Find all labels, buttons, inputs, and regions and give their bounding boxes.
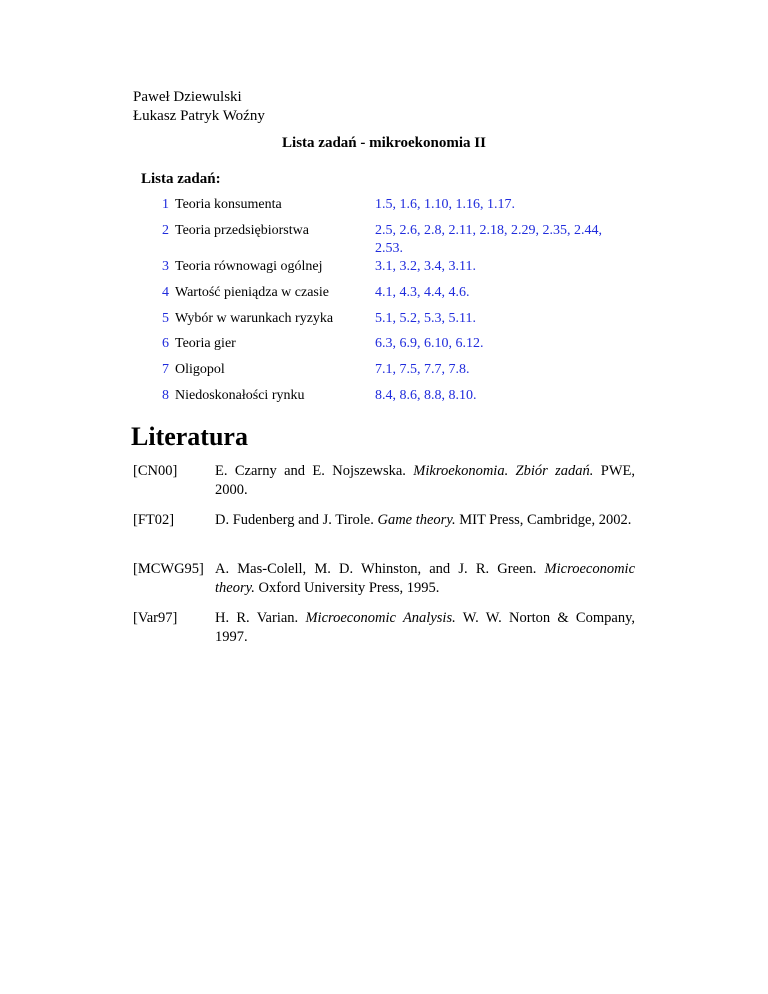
section-tasks[interactable]: 1.5, 1.6, 1.10, 1.16, 1.17. xyxy=(375,197,515,212)
reference-key: [Var97] xyxy=(133,610,178,626)
document-title: Lista zadań - mikroekonomia II xyxy=(282,135,486,151)
section-number-link[interactable]: 5 xyxy=(162,311,169,326)
reference-key: [MCWG95] xyxy=(133,561,204,577)
section-topic: Wartość pieniądza w czasie xyxy=(175,285,329,300)
section-topic: Oligopol xyxy=(175,362,225,377)
reference-authors: A. Mas-Colell, M. D. Whinston, and J. R. Green. xyxy=(215,561,537,577)
section-tasks[interactable]: 6.3, 6.9, 6.10, 6.12. xyxy=(375,336,484,351)
section-tasks[interactable]: 2.5, 2.6, 2.8, 2.11, 2.18, 2.29, 2.35, 2.44, 2.53. xyxy=(375,223,602,256)
reference-key: [FT02] xyxy=(133,512,175,528)
reference-authors: E. Czarny and E. Nojszewska. xyxy=(215,463,406,479)
section-topic: Wybór w warunkach ryzyka xyxy=(175,311,334,326)
reference-text xyxy=(215,462,635,500)
reference-title: Game theory. xyxy=(377,512,456,528)
reference-publisher: MIT Press, Cambridge, 2002. xyxy=(459,512,632,528)
section-topic: Teoria równowagi ogólnej xyxy=(175,259,323,274)
section-number-link[interactable]: 6 xyxy=(162,336,169,351)
section-topic: Teoria przedsiębiorstwa xyxy=(175,223,309,238)
section-tasks[interactable]: 3.1, 3.2, 3.4, 3.11. xyxy=(375,259,476,274)
section-number-link[interactable]: 2 xyxy=(162,223,169,238)
reference-authors: D. Fudenberg and J. Tirole. xyxy=(215,512,374,528)
section-topic: Teoria gier xyxy=(175,336,236,351)
reference-text xyxy=(215,511,635,530)
section-tasks[interactable]: 4.1, 4.3, 4.4, 4.6. xyxy=(375,285,470,300)
task-list-heading: Lista zadań: xyxy=(141,171,221,187)
reference-text xyxy=(215,609,635,647)
section-tasks[interactable]: 8.4, 8.6, 8.8, 8.10. xyxy=(375,388,477,403)
reference-publisher: PWE, 2000. xyxy=(215,463,636,498)
reference-publisher: Oxford University Press, 1995. xyxy=(258,580,440,596)
section-number-link[interactable]: 3 xyxy=(162,259,169,274)
author-2: Łukasz Patryk Woźny xyxy=(133,108,265,124)
reference-publisher: W. W. Norton & Company, 1997. xyxy=(215,610,636,645)
section-tasks[interactable]: 5.1, 5.2, 5.3, 5.11. xyxy=(375,311,476,326)
reference-key: [CN00] xyxy=(133,463,178,479)
section-number-link[interactable]: 7 xyxy=(162,362,169,377)
section-topic: Teoria konsumenta xyxy=(175,197,282,212)
reference-title: Microeconomic Analysis. xyxy=(305,610,456,626)
section-tasks[interactable]: 7.1, 7.5, 7.7, 7.8. xyxy=(375,362,470,377)
section-number-link[interactable]: 4 xyxy=(162,285,169,300)
authors xyxy=(133,88,265,126)
reference-authors: H. R. Varian. xyxy=(215,610,299,626)
section-number-link[interactable]: 8 xyxy=(162,388,169,403)
reference-title: Microeconomic theory. xyxy=(215,561,636,596)
literature-heading: Literatura xyxy=(131,422,248,451)
author-1: Paweł Dziewulski xyxy=(133,89,242,105)
reference-title: Mikroekonomia. Zbiór zadań. xyxy=(413,463,594,479)
reference-text xyxy=(215,560,635,598)
section-number-link[interactable]: 1 xyxy=(162,197,169,212)
section-topic: Niedoskonałości rynku xyxy=(175,388,305,403)
